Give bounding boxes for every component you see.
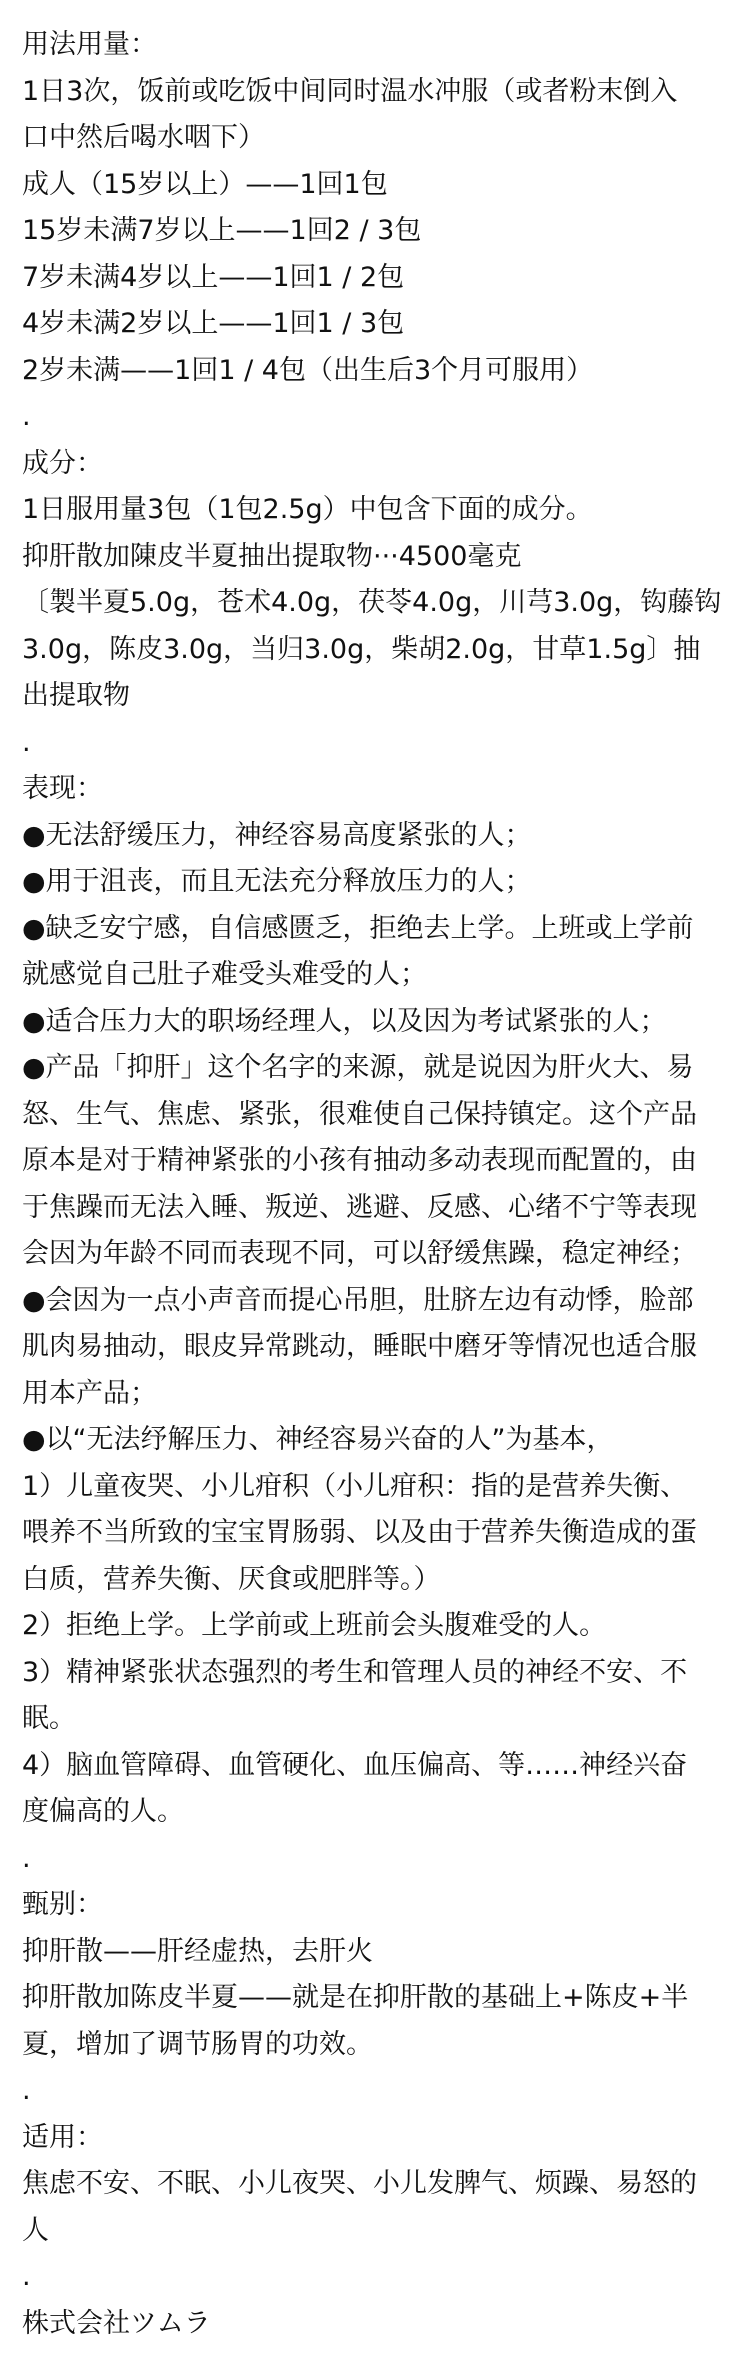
- text-line: 焦虑不安、不眠、小儿夜哭、小儿发脾气、烦躁、易怒的: [22, 2168, 697, 2199]
- text-line: 用本产品；: [22, 1377, 157, 1409]
- text-line: 喂养不当所致的宝宝胃肠弱、以及由于营养失衡造成的蛋: [22, 1517, 697, 1548]
- text-line: 4岁未满2岁以上——1回1 / 3包: [22, 308, 405, 339]
- text-line: 〔製半夏5.0g，苍术4.0g，茯苓4.0g，川芎3.0g，钩藤钩: [22, 587, 722, 618]
- text-line: 度偏高的人。: [22, 1796, 184, 1827]
- text-line: 成分：: [22, 447, 103, 479]
- text-line: ●产品「抑肝」这个名字的来源，就是说因为肝火大、易: [22, 1052, 694, 1083]
- text-line: .: [22, 2075, 31, 2106]
- text-line: ●适合压力大的职场经理人，以及因为考试紧张的人；: [22, 1005, 667, 1037]
- text-line: .: [22, 2261, 31, 2292]
- text-line: 于焦躁而无法入睡、叛逆、逃避、反感、心绪不宁等表现: [22, 1191, 697, 1223]
- text-line: .: [22, 1842, 31, 1874]
- text-line: 眠。: [22, 1703, 76, 1734]
- text-line: 怒、生气、焦虑、紧张，很难使自己保持镇定。这个产品: [22, 1098, 697, 1130]
- text-line: 抑肝散加陈皮半夏——就是在抑肝散的基础上+陈皮+半: [22, 1982, 689, 2013]
- text-line: 7岁未满4岁以上——1回1 / 2包: [22, 261, 405, 293]
- text-line: 抑肝散加陳皮半夏抽出提取物···4500毫克: [22, 540, 522, 572]
- text-line: 夏，增加了调节肠胃的功效。: [22, 2028, 373, 2060]
- text-line: 用法用量：: [22, 29, 157, 60]
- text-line: 甄别：: [22, 1889, 103, 1920]
- text-line: 1）儿童夜哭、小儿疳积（小儿疳积：指的是营养失衡、: [22, 1470, 688, 1502]
- text-line: ●无法舒缓压力，神经容易高度紧张的人；: [22, 819, 532, 851]
- text-line: 2）拒绝上学。上学前或上班前会头腹难受的人。: [22, 1610, 607, 1641]
- text-line: 1日服用量3包（1包2.5g）中包含下面的成分。: [22, 494, 593, 525]
- text-line: 就感觉自己肚子难受头难受的人；: [22, 959, 427, 990]
- text-line: 白质，营养失衡、厌食或肥胖等。）: [22, 1563, 441, 1595]
- text-line: .: [22, 726, 31, 758]
- text-line: 原本是对于精神紧张的小孩有抽动多动表现而配置的，由: [22, 1145, 697, 1176]
- text-line: ●以“无法纾解压力、神经容易兴奋的人”为基本，: [22, 1424, 614, 1455]
- text-line: 15岁未满7岁以上——1回2 / 3包: [22, 215, 422, 246]
- text-line: ●用于沮丧，而且无法充分释放压力的人；: [22, 866, 532, 897]
- text-line: 会因为年龄不同而表现不同，可以舒缓焦躁，稳定神经；: [22, 1238, 697, 1269]
- text-line: 2岁未满——1回1 / 4包（出生后3个月可服用）: [22, 354, 594, 386]
- text-line: 4）脑血管障碍、血管硬化、血压偏高、等……神经兴奋: [22, 1749, 688, 1781]
- text-line: 1日3次，饭前或吃饭中间同时温水冲服（或者粉末倒入: [22, 75, 678, 107]
- text-line: 3.0g，陈皮3.0g，当归3.0g，柴胡2.0g，甘草1.5g〕抽: [22, 633, 701, 665]
- text-line: ●缺乏安宁感，自信感匮乏，拒绝去上学。上班或上学前: [22, 912, 694, 944]
- text-line: 株式会社ツムラ: [22, 2307, 211, 2339]
- text-line: 人: [22, 2214, 49, 2246]
- text-line: 表现：: [22, 773, 103, 804]
- text-line: ●会因为一点小声音而提心吊胆，肚脐左边有动悸，脸部: [22, 1284, 694, 1316]
- text-line: 3）精神紧张状态强烈的考生和管理人员的神经不安、不: [22, 1656, 688, 1688]
- text-line: 口中然后喝水咽下）: [22, 122, 265, 153]
- text-line: 出提取物: [22, 680, 130, 711]
- text-line: 肌肉易抽动，眼皮异常跳动，睡眠中磨牙等情况也适合服: [22, 1331, 697, 1362]
- text-line: 抑肝散——肝经虚热，去肝火: [22, 1935, 373, 1967]
- text-line: 成人（15岁以上）——1回1包: [22, 168, 388, 200]
- text-line: .: [22, 401, 31, 432]
- text-line: 适用：: [22, 2121, 103, 2153]
